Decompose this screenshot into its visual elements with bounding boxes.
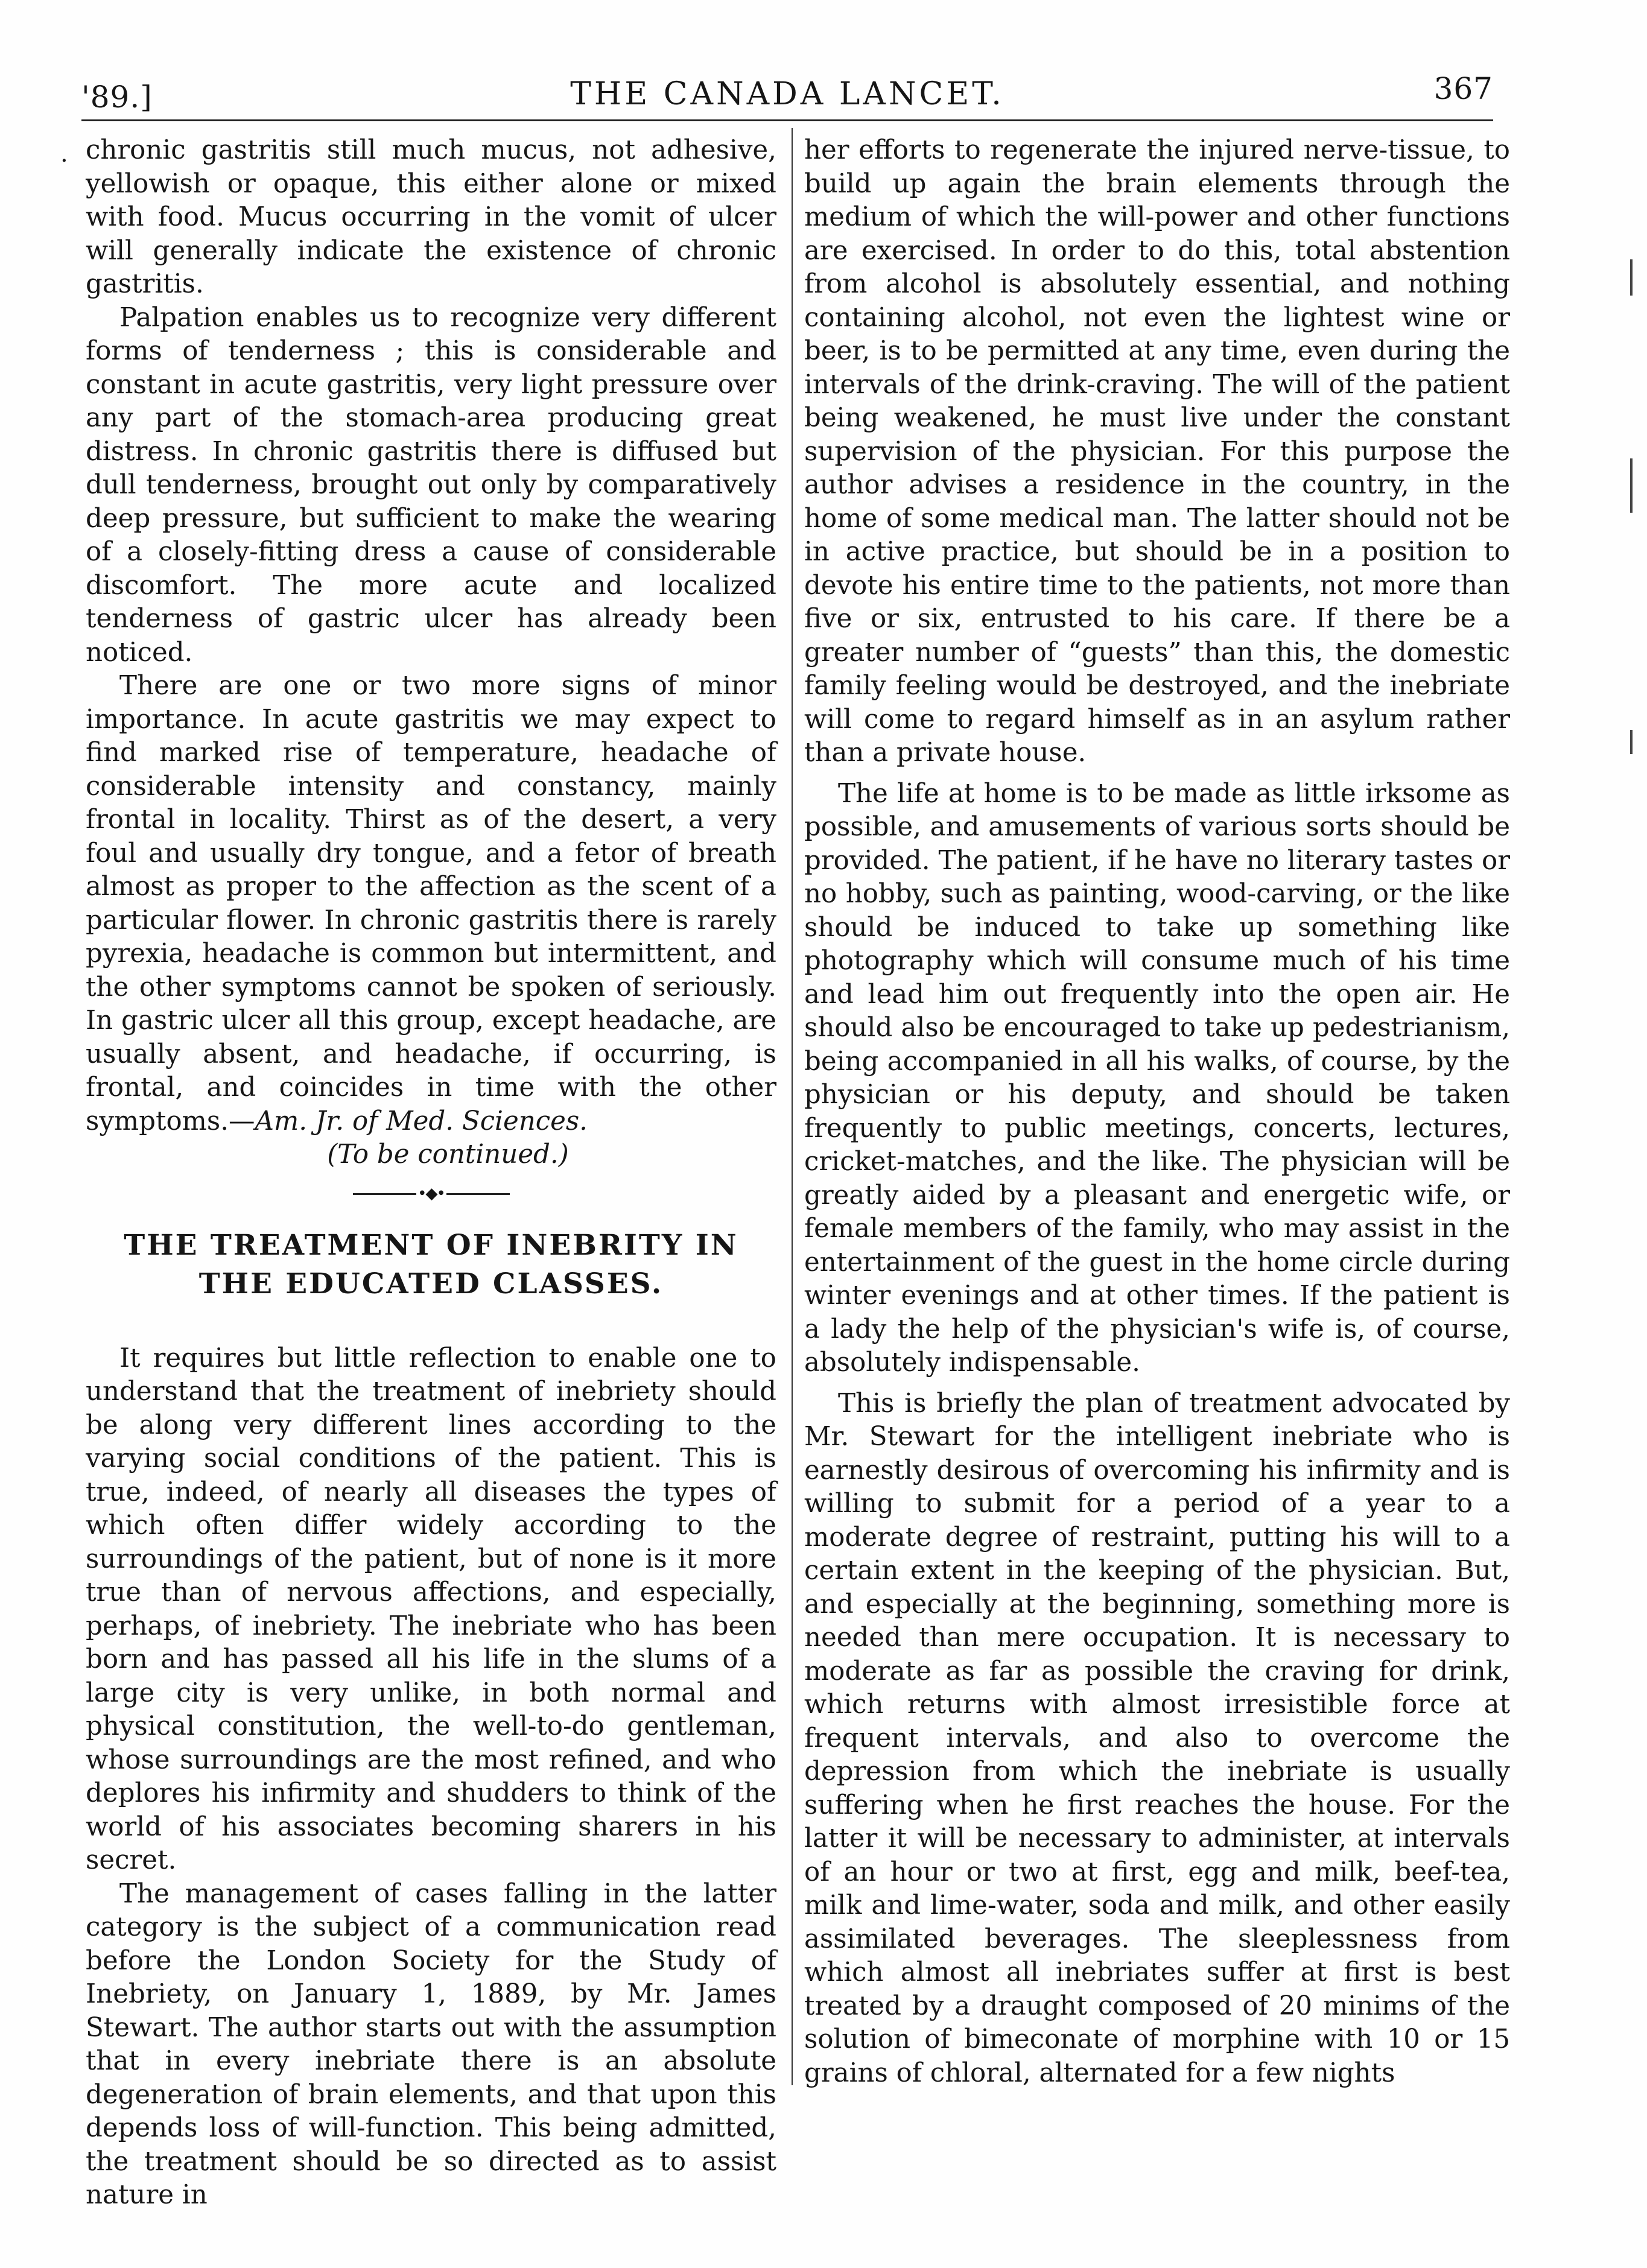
edge-mark xyxy=(1630,458,1633,513)
paragraph-minor-signs-text: There are one or two more signs of minor importance. In acute gastritis we may expect to find marked rise of temperature, headache of considerable intensity and constancy, mainly frontal in locality. Thirst as of the desert, a very foul and usually dry tongue, and a fetor of breath almost as proper to the affection as the scent of a particular flower. In chronic gastritis there is rarely pyrexia, headache is common but intermittent, and the other symptoms cannot be spoken of seriously. In gastric ulcer all this group, except headache, are usually absent, and headache, if occurring, is frontal, and coincides in time with the other symptoms.— xyxy=(86,671,776,1136)
header-year: '89.] xyxy=(81,80,153,115)
page-number: 367 xyxy=(1433,71,1493,106)
paragraph-regeneration: her efforts to regenerate the injured nerve-tissue, to build up again the brain elements through the medium of which the will-power and other functions are exercised. In order to do this, total abstention from alcohol is absolutely essential, and nothing containing alcohol, not even the lightest wine or beer, is to be permitted at any time, even during the intervals of the drink-craving. The will of the patient being weakened, he must live under the constant supervision of the physician. For this purpose the author advises a residence in the country, in the home of some medical man. The latter should not be in active practice, but should be in a position to devote his entire time to the patients, not more than five or six, entrusted to his care. If there be a greater number of “guests” than this, the domestic family feeling would be destroyed, and the inebriate will come to regard himself as in an asylum rather than a private house. xyxy=(804,135,1510,768)
section-ornament xyxy=(353,1184,510,1203)
paragraph-minor-signs xyxy=(86,670,776,1138)
paragraph-palpation: Palpation enables us to recognize very different forms of tenderness ; this is considerable and constant in acute gastritis, very light pressure over any part of the stomach-area producing great distress. In chronic gastritis there is diffused but dull tenderness, brought out only by comparatively deep pressure, but sufficient to make the wearing of a closely-fitting dress a cause of considerable discomfort. The more acute and localized tenderness of gastric ulcer has already been noticed. xyxy=(86,302,776,668)
citation: Am. Jr. of Med. Sciences. xyxy=(255,1106,588,1136)
paragraph-gastritis-mucus: chronic gastritis still much mucus, not adhesive, yellowish or opaque, this either alone or mixed with food. Mucus occurring in the vomit of ulcer will generally indicate the existence of chronic gastritis. xyxy=(86,135,776,299)
right-column xyxy=(804,134,1510,2090)
header-rule xyxy=(81,119,1493,121)
column-divider xyxy=(792,128,793,2085)
edge-mark xyxy=(1630,730,1633,754)
article-body-start xyxy=(86,1342,776,2213)
to-be-continued: (To be continued.) xyxy=(327,1139,569,1170)
paragraph-life-at-home: The life at home is to be made as little irksome as possible, and amusements of various sorts should be provided. The patient, if he have no literary tastes or no hobby, such as painting, wood-carving, or the like should be induced to take up something like photography which will consume much of his time and lead him out frequently into the open air. He should also be encouraged to take up pedestrianism, being accompanied in all his walks, of course, by the physician or his deputy, and should be taken frequently to public meetings, concerts, lectures, cricket-matches, and the like. The physician will be greatly aided by a pleasant and energetic wife, or female members of the family, who may assist in the entertainment of the guest in the home circle during winter evenings and at other times. If the patient is a lady the help of the physician's wife is, of course, absolutely indispensable. xyxy=(804,778,1510,1378)
margin-mark: . xyxy=(60,140,68,168)
ornament-dots: •◆• xyxy=(416,1188,446,1200)
running-header xyxy=(81,71,1493,119)
article-title: THE TREATMENT OF INEBRITY IN THE EDUCATED CLASSES. xyxy=(124,1228,738,1300)
paragraph-management: The management of cases falling in the latter category is the subject of a communication read before the London Society for the Study of Inebriety, on January 1, 1889, by Mr. James Stewart. The author starts out with the assumption that in every inebriate there is an absolute degeneration of brain elements, and that upon this depends loss of will-function. This being admitted, the treatment should be so directed as to assist nature in xyxy=(86,1878,776,2210)
journal-title: THE CANADA LANCET. xyxy=(570,76,1004,112)
paragraph-plan-of-treatment: This is briefly the plan of treatment advocated by Mr. Stewart for the intelligent inebriate who is earnestly desirous of overcoming his infirmity and is willing to submit for a period of a year to a moderate degree of restraint, putting his will to a certain extent in the keeping of the physician. But, and especially at the beginning, something more is needed than mere occupation. It is necessary to moderate as far as possible the craving for drink, which returns with almost irresistible force at frequent intervals, and also to overcome the depression from which the inebriate is usually suffering when he first reaches the house. For the latter it will be necessary to administer, at intervals of an hour or two at first, egg and milk, beef-tea, milk and lime-water, soda and milk, and other easily assimilated beverages. The sleeplessness from which almost all inebriates suffer at first is best treated by a draught composed of 20 minims of the solution of bimeconate of morphine with 10 or 15 grains of chloral, alternated for a few nights xyxy=(804,1388,1510,2088)
left-column xyxy=(86,134,776,2213)
edge-mark xyxy=(1630,259,1633,296)
paragraph-inebriety-intro: It requires but little reflection to enable one to understand that the treatment of inebriety should be along very different lines according to the varying social conditions of the patient. This is true, indeed, of nearly all diseases the types of which often differ widely according to the surroundings of the patient, but of none is it more true than of nervous affections, and especially, perhaps, of inebriety. The inebriate who has been born and has passed all his life in the slums of a large city is very unlike, in both normal and physical constitution, the well-to-do gentleman, whose surroundings are the most refined, and who deplores his infirmity and shudders to think of the world of his associates becoming sharers in his secret. xyxy=(86,1343,776,1875)
